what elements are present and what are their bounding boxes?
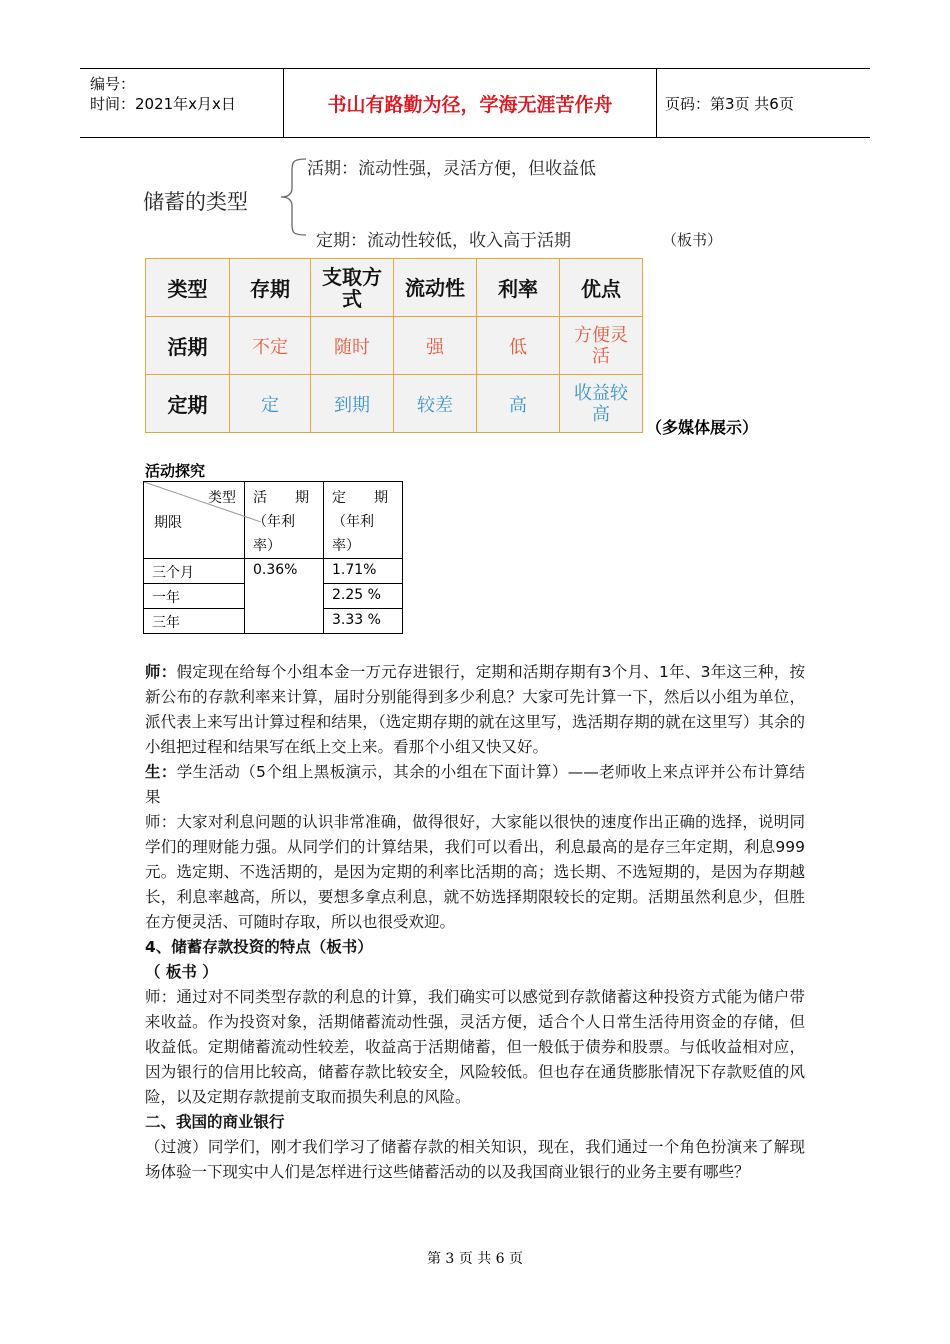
activity-col-current: 活 期（年利率） <box>245 482 324 559</box>
paragraph-student <box>145 760 805 810</box>
media-withdraw-cell: 到期 <box>311 375 394 433</box>
date-label: 时间：2021年x月x日 <box>90 95 236 113</box>
media-withdraw-cell: 随时 <box>311 317 394 375</box>
paragraph-text: 学生活动（5个组上黑板演示，其余的小组在下面计算）——老师收上来点评并公布计算结果 <box>145 763 805 806</box>
board-fixed: 定期：流动性较低，收入高于活期 <box>316 231 571 251</box>
media-table-row <box>146 375 643 433</box>
media-table-row <box>146 317 643 375</box>
header-page-info: 页码：第3页 共6页 <box>665 94 794 113</box>
media-term-cell: 定 <box>230 375 311 433</box>
activity-row <box>144 559 403 584</box>
media-table-header-row <box>146 259 643 317</box>
paragraph-teacher-2: 师：大家对利息问题的认识非常准确，做得很好，大家能以很快的速度作出正确的选择，说明同学们的理财能力强。从同学们的计算结果，我们可以看出，利息最高的是存三年定期，利息999元。选定期、不选活期的，是因为定期的利率比活期的高；选长期、不选短期的，是因为存期越长，利息率越高，所以，要想多拿点利息，就不妨选择期限较长的定期。活期虽然利息少，但胜在方便灵活、可随时存取，所以也很受欢迎。 <box>145 813 805 931</box>
media-merit-cell: 方便灵活 <box>560 317 643 375</box>
activity-fixed-rate: 1.71% <box>324 559 403 584</box>
media-table <box>145 258 643 433</box>
activity-term-cell: 三年 <box>144 609 245 634</box>
activity-fixed-rate: 2.25 % <box>324 584 403 609</box>
media-header-cell: 优点 <box>560 259 643 317</box>
paragraph-text: 假定现在给每个小组本金一万元存进银行，定期和活期存期有3个月、1年、3年这三种，按新公布的存款利率来计算，届时分别能得到多少利息？大家可先计算一下，然后以小组为单位，派代表上来写出计算过程和结果，（选定期存期的就在这里写，选活期存期的就在这里写）其余的小组把过程和结果写在纸上交上来。看那个小组又快又好。 <box>145 663 805 756</box>
page-header <box>80 68 870 138</box>
media-rate-cell: 高 <box>477 375 560 433</box>
media-header-cell: 存期 <box>230 259 311 317</box>
page-footer: 第 3 页 共 6 页 <box>426 1251 524 1267</box>
section-heading-4: 4、储蓄存款投资的特点（板书） <box>145 938 373 956</box>
paragraph-teacher-1 <box>145 660 805 760</box>
corner-top-label: 类型 <box>208 490 236 506</box>
number-label: 编号： <box>90 75 136 93</box>
board-note-2: （ 板书 ） <box>145 963 218 981</box>
speaker-label: 生： <box>145 763 177 781</box>
media-note: （多媒体展示） <box>646 418 759 437</box>
activity-header-row <box>144 482 403 559</box>
board-current: 活期：流动性强，灵活方便，但收益低 <box>307 159 596 179</box>
media-header-cell: 支取方式 <box>311 259 394 317</box>
brace-shape <box>278 156 310 238</box>
media-liquidity-cell: 强 <box>394 317 477 375</box>
media-header-cell: 类型 <box>146 259 230 317</box>
media-type-cell: 定期 <box>146 375 230 433</box>
corner-bottom-label: 期限 <box>154 515 182 531</box>
paragraph-transition: （过渡）同学们，刚才我们学习了储蓄存款的相关知识，现在，我们通过一个角色扮演来了解现场体验一下现实中人们是怎样进行这些储蓄活动的以及我国商业银行的业务主要有哪些？ <box>145 1138 805 1181</box>
media-merit-cell: 收益较高 <box>560 375 643 433</box>
media-term-cell: 不定 <box>230 317 311 375</box>
media-rate-cell: 低 <box>477 317 560 375</box>
activity-term-cell: 一年 <box>144 584 245 609</box>
header-meta <box>80 69 284 137</box>
media-liquidity-cell: 较差 <box>394 375 477 433</box>
media-header-cell: 利率 <box>477 259 560 317</box>
board-title: 储蓄的类型 <box>143 190 248 214</box>
board-note: （板书） <box>662 231 723 249</box>
media-type-cell: 活期 <box>146 317 230 375</box>
section-heading-2: 二、我国的商业银行 <box>145 1113 285 1131</box>
activity-fixed-rate: 3.33 % <box>324 609 403 634</box>
activity-col-fixed: 定 期（年利率） <box>324 482 403 559</box>
speaker-label: 师： <box>145 663 177 681</box>
activity-title: 活动探究 <box>145 462 206 480</box>
activity-corner-cell <box>144 482 245 559</box>
activity-current-rate: 0.36% <box>245 559 324 634</box>
media-header-cell: 流动性 <box>394 259 477 317</box>
header-motto: 书山有路勤为径，学海无涯苦作舟 <box>284 69 657 137</box>
activity-table <box>143 481 403 634</box>
activity-term-cell: 三个月 <box>144 559 245 584</box>
paragraph-teacher-3: 师：通过对不同类型存款的利息的计算，我们确实可以感觉到存款储蓄这种投资方式能为储户带来收益。作为投资对象，活期储蓄流动性强，灵活方便，适合个人日常生活待用资金的存储，但收益低。定期储蓄流动性较差，收益高于活期储蓄，但一般低于债券和股票。与低收益相对应，因为银行的信用比较高，储蓄存款比较安全，风险较低。但也存在通货膨胀情况下存款贬值的风险，以及定期存款提前支取而损失利息的风险。 <box>145 988 805 1106</box>
